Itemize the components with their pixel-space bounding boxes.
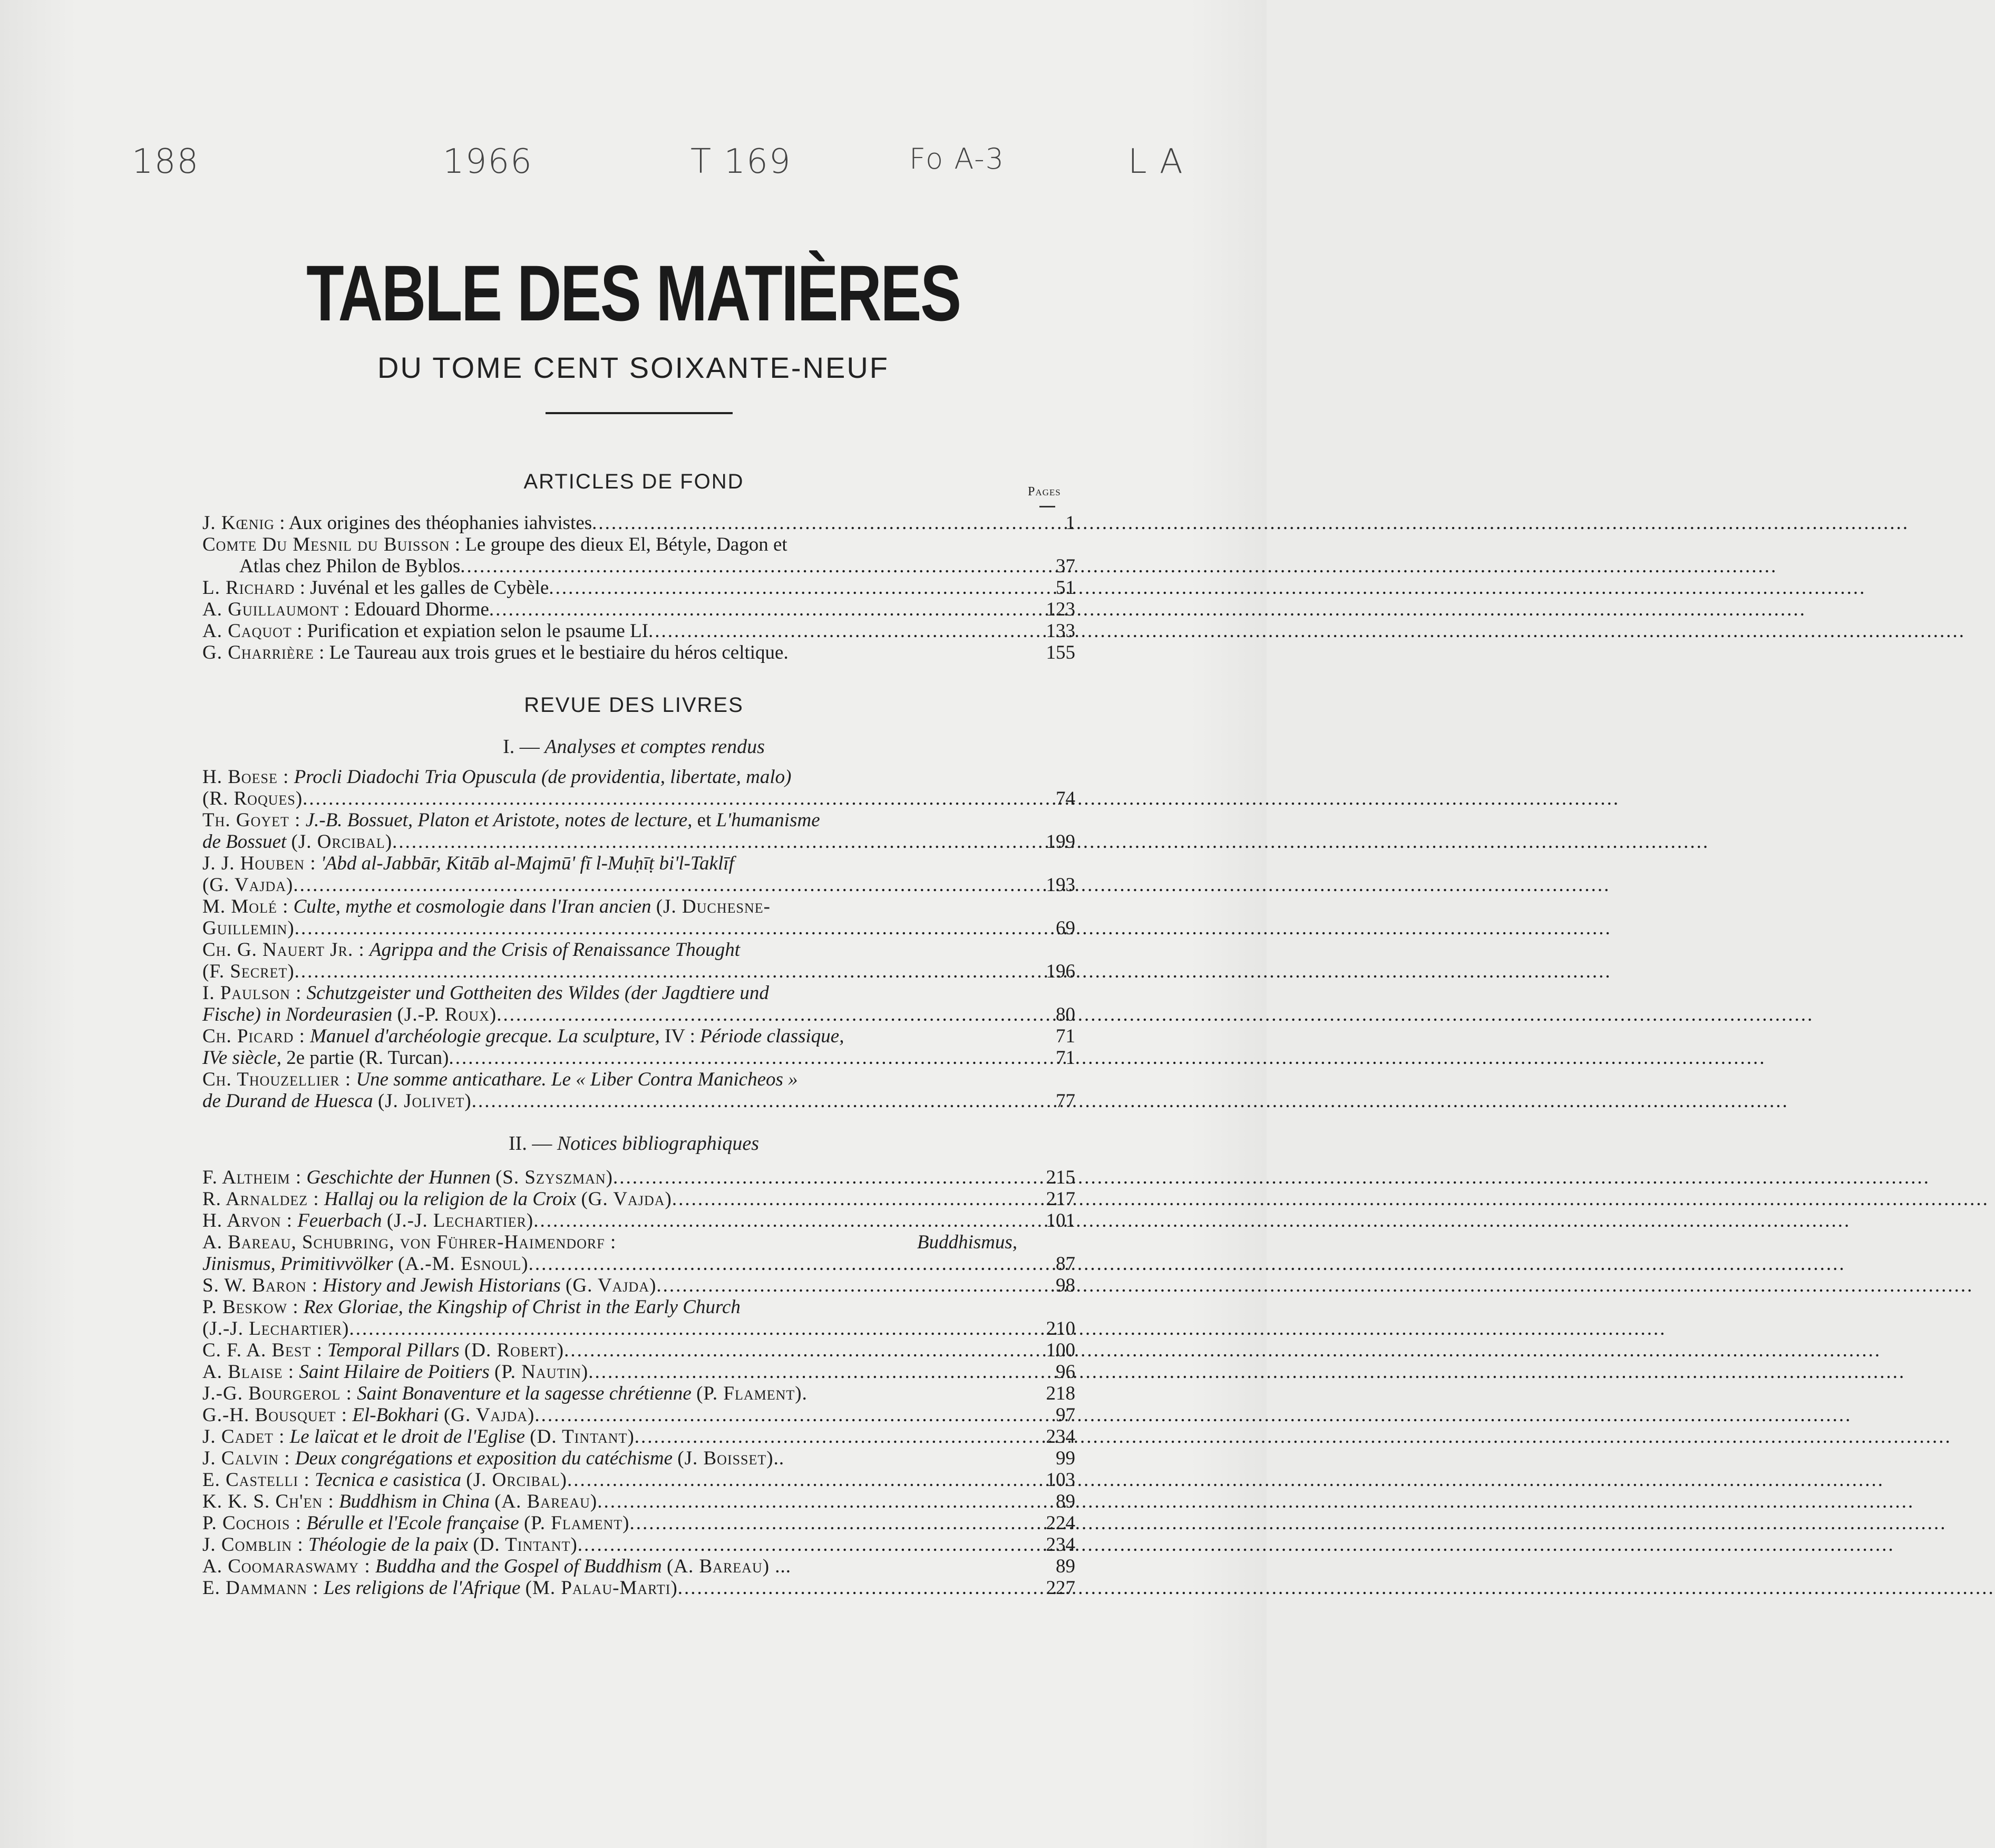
page-number: 89 bbox=[1056, 1491, 1075, 1512]
list-item: J. Calvin : Deux congrégations et exposition du catéchisme (J. Boisset).. 99 bbox=[202, 1448, 1075, 1469]
analyses-list bbox=[202, 766, 1075, 1112]
list-item: J. Comblin : Théologie de la paix (D. Tintant) ..... 234 bbox=[202, 1534, 1075, 1556]
page-number: 210 bbox=[1046, 1318, 1075, 1339]
page-number: 227 bbox=[1046, 1577, 1075, 1599]
page-number: 100 bbox=[1046, 1339, 1075, 1361]
page-number: 217 bbox=[1046, 1188, 1075, 1210]
page-title: TABLE DES MATIÈRES bbox=[306, 249, 960, 337]
page-number: 196 bbox=[1046, 961, 1075, 982]
page-number: 37 bbox=[1056, 555, 1075, 577]
page-number: 96 bbox=[1056, 1361, 1075, 1383]
handwritten-note: 1966 bbox=[443, 142, 533, 181]
notices-list bbox=[202, 1167, 1075, 1599]
list-item: A. Caquot : Purification et expiation selon le psaume LI ..... 133 bbox=[202, 620, 1075, 642]
page-number: 87 bbox=[1056, 1253, 1075, 1275]
list-item: P. Beskow : Rex Gloriae, the Kingship of Christ in the Early Church (J.-J. Lechartier) ..... 210 bbox=[202, 1296, 1075, 1339]
page-number: 199 bbox=[1046, 831, 1075, 853]
page-subtitle: DU TOME CENT SOIXANTE-NEUF bbox=[377, 351, 889, 384]
page-number: 234 bbox=[1046, 1534, 1075, 1556]
list-item: F. Altheim : Geschichte der Hunnen (S. Szyszman) ..... 215 bbox=[202, 1167, 1075, 1188]
list-item: A. Guillaumont : Edouard Dhorme ..... 123 bbox=[202, 599, 1075, 620]
page-number: 80 bbox=[1056, 1004, 1075, 1025]
page-number: 99 bbox=[1056, 1448, 1075, 1469]
page-number: 74 bbox=[1056, 788, 1075, 809]
list-item: R. Arnaldez : Hallaj ou la religion de la Croix (G. Vajda) ..... 217 bbox=[202, 1188, 1075, 1210]
list-item: G. Charrière : Le Taureau aux trois grues et le bestiaire du héros celtique. 155 bbox=[202, 642, 1075, 663]
list-item: Ch. Thouzellier : Une somme anticathare. Le « Liber Contra Manicheos » de Durand de Huesca (J. Jolivet) ..... 77 bbox=[202, 1069, 1075, 1112]
page-number: 51 bbox=[1056, 577, 1075, 599]
handwritten-note: 188 bbox=[132, 142, 200, 181]
list-item: G.-H. Bousquet : El-Bokhari (G. Vajda) ..... 97 bbox=[202, 1404, 1075, 1426]
divider bbox=[1039, 506, 1055, 507]
list-item: Th. Goyet : J.-B. Bossuet, Platon et Aristote, notes de lecture, et L'humanisme de Bossuet (J. Orcibal) ..... 199 bbox=[202, 809, 1075, 853]
list-item: Comte Du Mesnil du Buisson : Le groupe des dieux El, Bétyle, Dagon et Atlas chez Philon de Byblos ..... 37 bbox=[202, 534, 1075, 577]
page-number: 71 bbox=[1056, 1025, 1075, 1047]
page-number: 218 bbox=[1046, 1383, 1075, 1404]
list-item: J. Cadet : Le laïcat et le droit de l'Eglise (D. Tintant) ..... 234 bbox=[202, 1426, 1075, 1448]
list-item: K. K. S. Ch'en : Buddhism in China (A. Bareau) ..... 89 bbox=[202, 1491, 1075, 1512]
page-number: 123 bbox=[1046, 599, 1075, 620]
page-number: 101 bbox=[1046, 1210, 1075, 1231]
page-number: 224 bbox=[1046, 1512, 1075, 1534]
articles-list bbox=[202, 512, 1075, 663]
handwritten-note: Fo A-3 bbox=[909, 142, 1005, 175]
page-number: 71 bbox=[1056, 1047, 1075, 1069]
handwritten-note: T 169 bbox=[690, 142, 792, 181]
divider bbox=[546, 412, 733, 414]
list-item: A. Blaise : Saint Hilaire de Poitiers (P. Nautin) ..... 96 bbox=[202, 1361, 1075, 1383]
list-item: L. Richard : Juvénal et les galles de Cybèle ..... 51 bbox=[202, 577, 1075, 599]
page-number: 97 bbox=[1056, 1404, 1075, 1426]
list-item: E. Dammann : Les religions de l'Afrique (M. Palau-Marti) ..... 227 bbox=[202, 1577, 1075, 1599]
list-item: J.-G. Bourgerol : Saint Bonaventure et la sagesse chrétienne (P. Flament). 218 bbox=[202, 1383, 1075, 1404]
page-number: 103 bbox=[1046, 1469, 1075, 1491]
page-number: 193 bbox=[1046, 874, 1075, 896]
page-number: 77 bbox=[1056, 1090, 1075, 1112]
list-item: H. Arvon : Feuerbach (J.-J. Lechartier) ..... 101 bbox=[202, 1210, 1075, 1231]
list-item: C. F. A. Best : Temporal Pillars (D. Robert) ..... 100 bbox=[202, 1339, 1075, 1361]
list-item: A. Coomaraswamy : Buddha and the Gospel of Buddhism (A. Bareau) ... 89 bbox=[202, 1556, 1075, 1577]
list-item: E. Castelli : Tecnica e casistica (J. Orcibal) ..... 103 bbox=[202, 1469, 1075, 1491]
list-item: M. Molé : Culte, mythe et cosmologie dans l'Iran ancien (J. Duchesne- Guillemin) ..... 69 bbox=[202, 896, 1075, 939]
page-number: 133 bbox=[1046, 620, 1075, 642]
list-item: H. Boese : Procli Diadochi Tria Opuscula (de providentia, libertate, malo) (R. Roques) ..... 74 bbox=[202, 766, 1075, 809]
list-item: Ch. G. Nauert Jr. : Agrippa and the Crisis of Renaissance Thought (F. Secret) ..... 196 bbox=[202, 939, 1075, 982]
page-number: 1 bbox=[1065, 512, 1075, 534]
list-item: P. Cochois : Bérulle et l'Ecole française (P. Flament) ..... 224 bbox=[202, 1512, 1075, 1534]
list-item: A. Bareau, Schubring, von Führer-Haimendorf : Buddhismus, Jinismus, Primitivvölker (A.-M. Esnoul) ..... 87 bbox=[202, 1231, 1075, 1275]
page-number: 234 bbox=[1046, 1426, 1075, 1448]
list-item: J. J. Houben : 'Abd al-Jabbār, Kitāb al-Majmū' fī l-Muḥīṭ bi'l-Taklīf (G. Vajda) ..... 193 bbox=[202, 853, 1075, 896]
subsection-heading: I. — Analyses et comptes rendus bbox=[503, 736, 765, 758]
page-number: 69 bbox=[1056, 917, 1075, 939]
list-item: Ch. Picard : Manuel d'archéologie grecque. La sculpture, IV : Période classique, 71 IVe siècle, 2e partie (R. Turcan) ..... 71 bbox=[202, 1025, 1075, 1069]
page-number: 98 bbox=[1056, 1275, 1075, 1296]
list-item: S. W. Baron : History and Jewish Historians (G. Vajda) ..... 98 bbox=[202, 1275, 1075, 1296]
subsection-heading: II. — Notices bibliographiques bbox=[509, 1132, 759, 1155]
pages-column-header: Pages bbox=[1028, 485, 1061, 498]
handwritten-note: L A bbox=[1128, 142, 1184, 181]
list-item: I. Paulson : Schutzgeister und Gottheiten des Wildes (der Jagdtiere und Fische) in Nordeurasien (J.-P. Roux) ..... 80 bbox=[202, 982, 1075, 1025]
section-heading-revue: REVUE DES LIVRES bbox=[524, 693, 744, 717]
list-item: J. Kœnig : Aux origines des théophanies iahvistes ..... 1 bbox=[202, 512, 1075, 534]
section-heading-articles: ARTICLES DE FOND bbox=[523, 470, 744, 493]
page-number: 215 bbox=[1046, 1167, 1075, 1188]
page-number: 155 bbox=[1046, 642, 1075, 663]
page-number: 89 bbox=[1056, 1556, 1075, 1577]
